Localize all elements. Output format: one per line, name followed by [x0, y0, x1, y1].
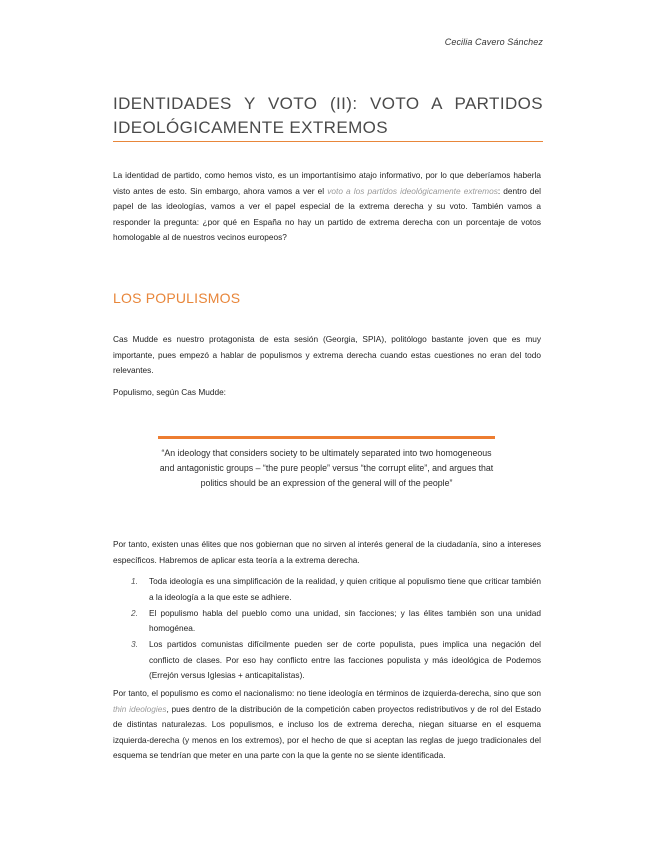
list-item: [131, 574, 541, 605]
mudde-quote: “An ideology that considers society to be ultimately separated into two homogeneous and antagonistic groups – “the pure people” versus “the corrupt elite”, and argues that politics should be an expression of the general will of the people”: [159, 448, 494, 488]
list-item-text: Toda ideología es una simplificación de la realidad, y quien critique al populismo tiene que criticar también a la ideología a la que este se adhiere.: [149, 576, 541, 602]
intro-text-2: : dentro del papel de las ideologías, vamos a ver el papel especial de la extrema derecha y su voto. También vamos a responder la pregunta: ¿por qué en España no hay un partido de extrema derecha con un porcentaje de votos homologable al de nuestros vecinos europeos?: [113, 185, 541, 242]
list-item: [131, 637, 541, 684]
list-item-text: El populismo habla del pueblo como una unidad, sin facciones; y las élites también son una unidad homogénea.: [149, 607, 541, 633]
intro-emphasis: voto a los partidos ideológicamente extremos: [327, 185, 498, 196]
section-title: LOS POPULISMOS: [113, 290, 241, 306]
list-item-text: Los partidos comunistas difícilmente pueden ser de corte populista, pues implica una negación del conflicto de clases. Por eso hay conflicto entre las facciones populista y más ideológica de Podemos (Errejón versus Iglesias + anticapitalistas).: [149, 639, 541, 680]
quote-divider: [158, 436, 495, 439]
intro-paragraph: [113, 168, 541, 246]
title-divider: [113, 141, 543, 142]
list-item: [131, 606, 541, 637]
mudde-paragraph: Cas Mudde es nuestro protagonista de esta sesión (Georgia, SPIA), politólogo bastante joven que es muy importante, pues empezó a hablar de populismos y extrema derecha cuando estas cuestiones no eran del todo relevantes.: [113, 334, 541, 375]
thin-ideologies-emphasis: thin ideologies: [113, 703, 167, 714]
intro-text-1: La identidad de partido, como hemos visto, es un importantísimo atajo informativo, por lo que deberíamos haberla visto antes de esto. Sin embargo, ahora vamos a ver el: [113, 170, 541, 196]
populism-definition-label: Populismo, según Cas Mudde:: [113, 387, 226, 397]
list-number: 2.: [131, 607, 138, 618]
page-title: IDENTIDADES Y VOTO (II): VOTO A PARTIDOS IDEOLÓGICAMENTE EXTREMOS: [113, 94, 543, 137]
header-author: Cecilia Cavero Sánchez: [444, 37, 543, 47]
nationalism-text-1: Por tanto, el populismo es como el nacionalismo: no tiene ideología en términos de izquierda-derecha, sino que son: [113, 688, 541, 698]
nationalism-paragraph: [113, 686, 541, 764]
list-number: 3.: [131, 639, 138, 649]
list-number: 1.: [131, 576, 138, 586]
elites-paragraph: Por tanto, existen unas élites que nos gobiernan que no sirven al interés general de la ciudadanía, sino a intereses específicos. Habremos de aplicar esta teoría a la extrema derecha.: [113, 539, 541, 565]
numbered-list: [131, 574, 541, 684]
nationalism-text-2: , pues dentro de la distribución de la competición caben proyectos redistributivos y de rol del Estado de distintas naturalezas. Los populismos, e incluso los de extrema derecha, niegan situarse en el esquema izquierda-derecha (y menos en los extremos), por el hecho de que si aceptan las reglas de juego tradicionales del esquema se tendrían que meter en una parte con la que la gente no se siente identificada.: [113, 703, 542, 760]
